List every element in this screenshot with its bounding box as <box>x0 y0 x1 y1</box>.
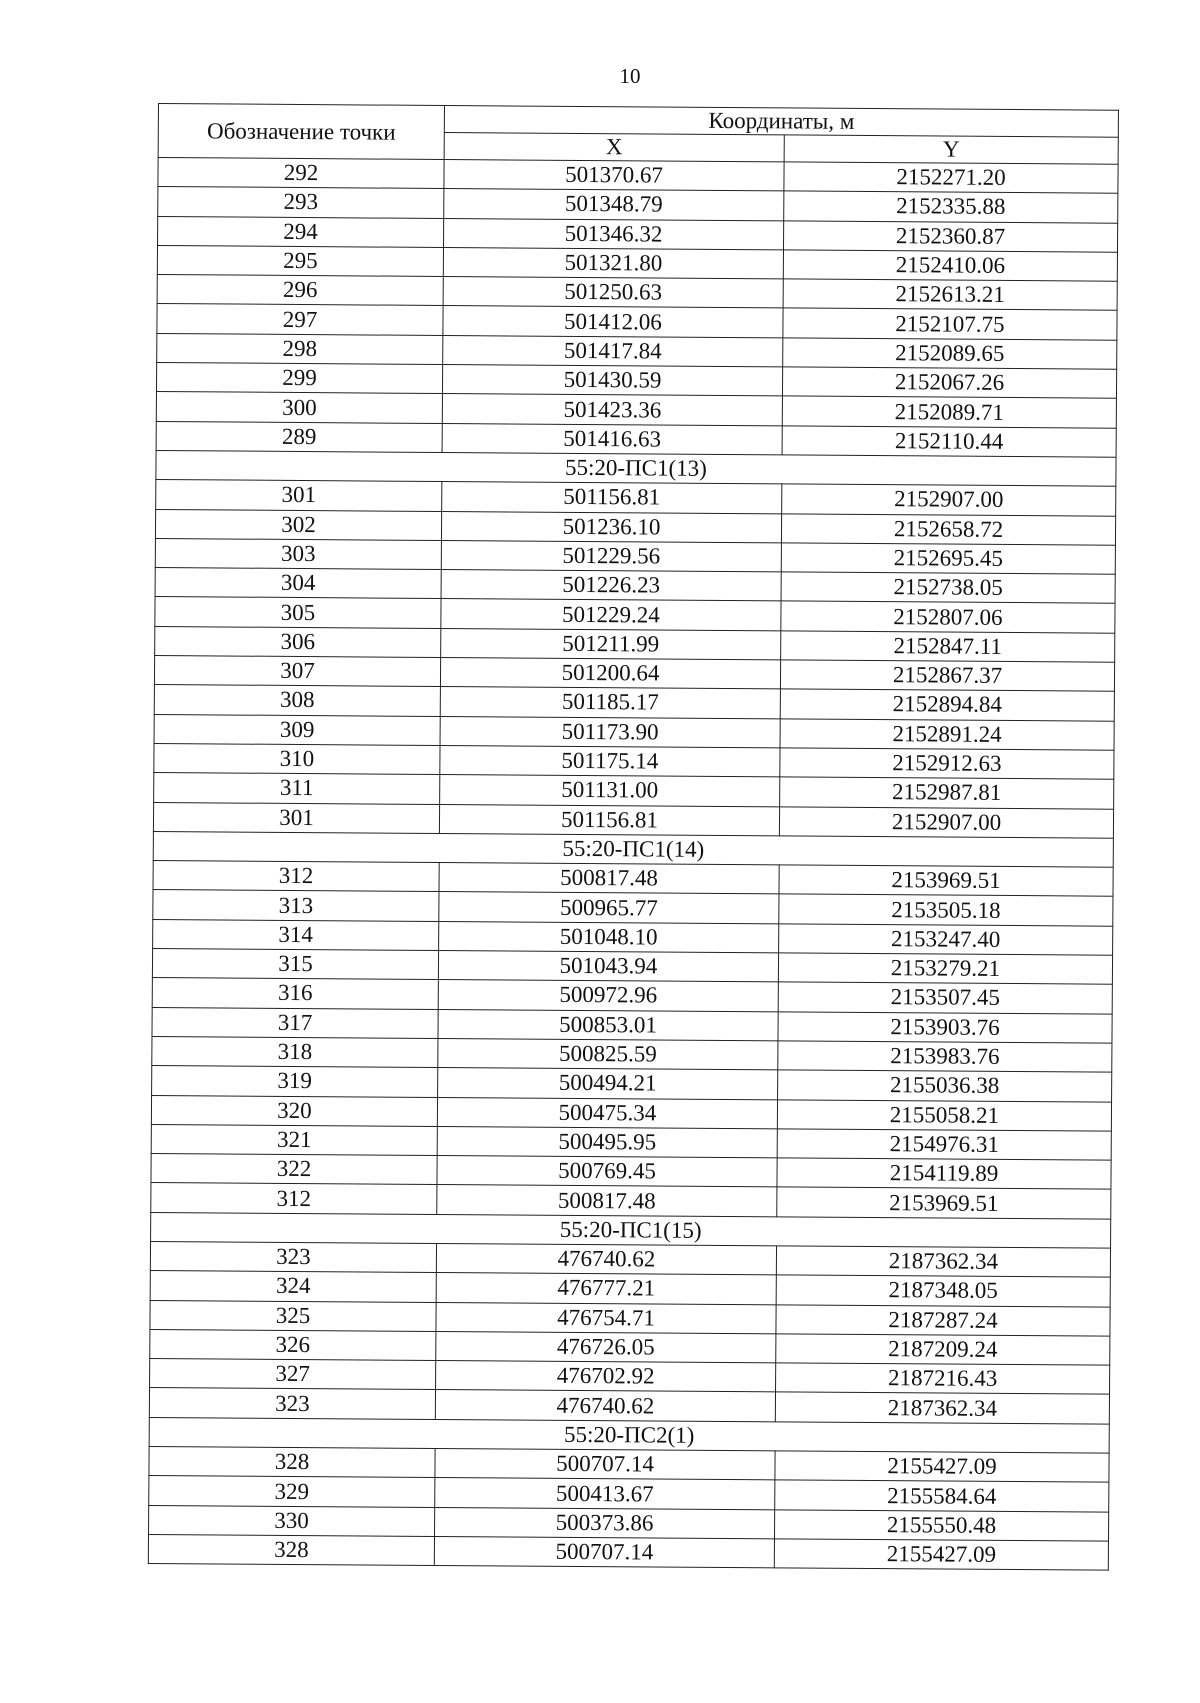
y-cell: 2187209.24 <box>776 1334 1110 1366</box>
x-cell: 501229.56 <box>441 540 781 572</box>
y-cell: 2152335.88 <box>784 191 1118 223</box>
section-title: 55:20-ПС1(13) <box>156 450 1116 486</box>
point-cell: 325 <box>150 1300 436 1331</box>
table-row <box>148 1534 1108 1570</box>
y-cell: 2152738.05 <box>781 572 1115 604</box>
y-cell: 2153279.21 <box>778 953 1112 985</box>
point-cell: 314 <box>153 919 439 950</box>
x-cell: 500707.14 <box>435 1449 775 1481</box>
x-cell: 500707.14 <box>434 1536 774 1568</box>
x-cell: 500825.59 <box>438 1038 778 1070</box>
x-cell: 501185.17 <box>440 687 780 719</box>
y-cell: 2155550.48 <box>774 1509 1108 1541</box>
point-cell: 329 <box>149 1476 435 1507</box>
x-cell: 476702.92 <box>436 1361 776 1393</box>
point-cell: 313 <box>153 890 439 921</box>
x-cell: 500853.01 <box>438 1009 778 1041</box>
point-cell: 299 <box>156 363 442 394</box>
point-cell: 315 <box>152 948 438 979</box>
y-cell: 2152912.63 <box>780 748 1114 780</box>
x-cell: 501321.80 <box>443 247 783 279</box>
y-cell: 2153247.40 <box>779 924 1113 956</box>
point-cell: 307 <box>154 656 440 687</box>
x-cell: 500495.95 <box>437 1126 777 1158</box>
y-cell: 2187362.34 <box>775 1392 1109 1424</box>
point-cell: 294 <box>158 216 444 247</box>
point-cell: 312 <box>153 861 439 892</box>
x-cell: 501048.10 <box>439 921 779 953</box>
x-cell: 476777.21 <box>436 1273 776 1305</box>
y-cell: 2153969.51 <box>779 865 1113 897</box>
section-title: 55:20-ПС2(1) <box>149 1417 1109 1453</box>
x-cell: 476740.62 <box>436 1243 776 1275</box>
y-cell: 2153507.45 <box>778 982 1112 1014</box>
x-cell: 476740.62 <box>435 1390 775 1422</box>
x-cell: 501156.81 <box>439 804 779 836</box>
y-cell: 2152894.84 <box>780 689 1114 721</box>
x-cell: 501236.10 <box>441 511 781 543</box>
y-cell: 2152695.45 <box>781 543 1115 575</box>
y-cell: 2152658.72 <box>781 513 1115 545</box>
y-cell: 2187348.05 <box>776 1275 1110 1307</box>
y-cell: 2152410.06 <box>783 250 1117 282</box>
point-cell: 303 <box>155 538 441 569</box>
y-cell: 2152867.37 <box>780 660 1114 692</box>
y-cell: 2155058.21 <box>777 1099 1111 1131</box>
y-cell: 2187216.43 <box>776 1363 1110 1395</box>
point-cell: 308 <box>154 685 440 716</box>
y-cell: 2187362.34 <box>776 1246 1110 1278</box>
point-cell: 312 <box>151 1183 437 1214</box>
header-coordinates: Координаты, м <box>444 106 1118 138</box>
x-cell: 501156.81 <box>442 482 782 514</box>
x-cell: 501211.99 <box>441 628 781 660</box>
point-cell: 318 <box>152 1036 438 1067</box>
y-cell: 2152089.71 <box>782 396 1116 428</box>
x-cell: 501229.24 <box>441 599 781 631</box>
section-title: 55:20-ПС1(14) <box>153 831 1113 867</box>
section-title: 55:20-ПС1(15) <box>151 1212 1111 1248</box>
x-cell: 500494.21 <box>438 1068 778 1100</box>
table-body <box>148 158 1118 1571</box>
point-cell: 296 <box>157 275 443 306</box>
y-cell: 2152847.11 <box>781 631 1115 663</box>
y-cell: 2152907.00 <box>779 806 1113 838</box>
point-cell: 293 <box>158 187 444 218</box>
header-y: Y <box>784 135 1118 164</box>
x-cell: 500965.77 <box>439 892 779 924</box>
point-cell: 323 <box>149 1388 435 1419</box>
point-cell: 328 <box>148 1534 434 1565</box>
point-cell: 289 <box>156 421 442 452</box>
y-cell: 2152110.44 <box>782 426 1116 458</box>
x-cell: 500817.48 <box>437 1185 777 1217</box>
y-cell: 2152907.00 <box>782 484 1116 516</box>
point-cell: 319 <box>152 1066 438 1097</box>
table-header <box>158 104 1118 165</box>
point-cell: 323 <box>150 1241 436 1272</box>
point-cell: 320 <box>151 1095 437 1126</box>
y-cell: 2152360.87 <box>783 220 1117 252</box>
page-number: 10 <box>619 64 641 88</box>
x-cell: 501416.63 <box>442 423 782 455</box>
y-cell: 2155036.38 <box>778 1070 1112 1102</box>
header-x: X <box>444 132 784 161</box>
y-cell: 2155584.64 <box>775 1480 1109 1512</box>
y-cell: 2152891.24 <box>780 718 1114 750</box>
y-cell: 2152613.21 <box>783 279 1117 311</box>
y-cell: 2152067.26 <box>782 367 1116 399</box>
y-cell: 2152107.75 <box>783 308 1117 340</box>
x-cell: 500475.34 <box>437 1097 777 1129</box>
x-cell: 501348.79 <box>444 189 784 221</box>
coordinates-table <box>148 103 1119 1571</box>
x-cell: 476754.71 <box>436 1302 776 1334</box>
x-cell: 501250.63 <box>443 277 783 309</box>
point-cell: 309 <box>154 714 440 745</box>
point-cell: 304 <box>155 568 441 599</box>
y-cell: 2152271.20 <box>784 162 1118 194</box>
header-point-designation: Обозначение точки <box>158 104 444 160</box>
y-cell: 2152807.06 <box>781 601 1115 633</box>
x-cell: 501226.23 <box>441 570 781 602</box>
x-cell: 500413.67 <box>435 1478 775 1510</box>
point-cell: 297 <box>157 304 443 335</box>
y-cell: 2153969.51 <box>777 1187 1111 1219</box>
y-cell: 2153505.18 <box>779 894 1113 926</box>
point-cell: 300 <box>156 392 442 423</box>
y-cell: 2153983.76 <box>778 1041 1112 1073</box>
y-cell: 2152987.81 <box>780 777 1114 809</box>
point-cell: 301 <box>153 802 439 833</box>
point-cell: 306 <box>155 626 441 657</box>
point-cell: 311 <box>154 773 440 804</box>
y-cell: 2187287.24 <box>776 1304 1110 1336</box>
point-cell: 292 <box>158 158 444 189</box>
point-cell: 327 <box>150 1359 436 1390</box>
x-cell: 501173.90 <box>440 716 780 748</box>
point-cell: 316 <box>152 978 438 1009</box>
point-cell: 298 <box>157 333 443 364</box>
point-cell: 317 <box>152 1007 438 1038</box>
y-cell: 2154119.89 <box>777 1158 1111 1190</box>
x-cell: 501423.36 <box>442 394 782 426</box>
point-cell: 295 <box>157 245 443 276</box>
y-cell: 2154976.31 <box>777 1129 1111 1161</box>
x-cell: 501412.06 <box>443 306 783 338</box>
point-cell: 302 <box>155 509 441 540</box>
x-cell: 476726.05 <box>436 1331 776 1363</box>
point-cell: 330 <box>149 1505 435 1536</box>
point-cell: 305 <box>155 597 441 628</box>
point-cell: 324 <box>150 1271 436 1302</box>
x-cell: 501370.67 <box>444 159 784 191</box>
x-cell: 501200.64 <box>440 658 780 690</box>
point-cell: 321 <box>151 1124 437 1155</box>
x-cell: 500972.96 <box>438 980 778 1012</box>
y-cell: 2152089.65 <box>783 338 1117 370</box>
y-cell: 2153903.76 <box>778 1011 1112 1043</box>
y-cell: 2155427.09 <box>775 1451 1109 1483</box>
point-cell: 301 <box>156 480 442 511</box>
x-cell: 500817.48 <box>439 863 779 895</box>
point-cell: 328 <box>149 1447 435 1478</box>
x-cell: 500373.86 <box>434 1507 774 1539</box>
point-cell: 326 <box>150 1329 436 1360</box>
x-cell: 500769.45 <box>437 1156 777 1188</box>
x-cell: 501175.14 <box>440 745 780 777</box>
point-cell: 310 <box>154 743 440 774</box>
x-cell: 501131.00 <box>440 775 780 807</box>
point-cell: 322 <box>151 1154 437 1185</box>
x-cell: 501417.84 <box>443 335 783 367</box>
y-cell: 2155427.09 <box>774 1539 1108 1571</box>
x-cell: 501346.32 <box>443 218 783 250</box>
x-cell: 501430.59 <box>442 365 782 397</box>
x-cell: 501043.94 <box>438 950 778 982</box>
